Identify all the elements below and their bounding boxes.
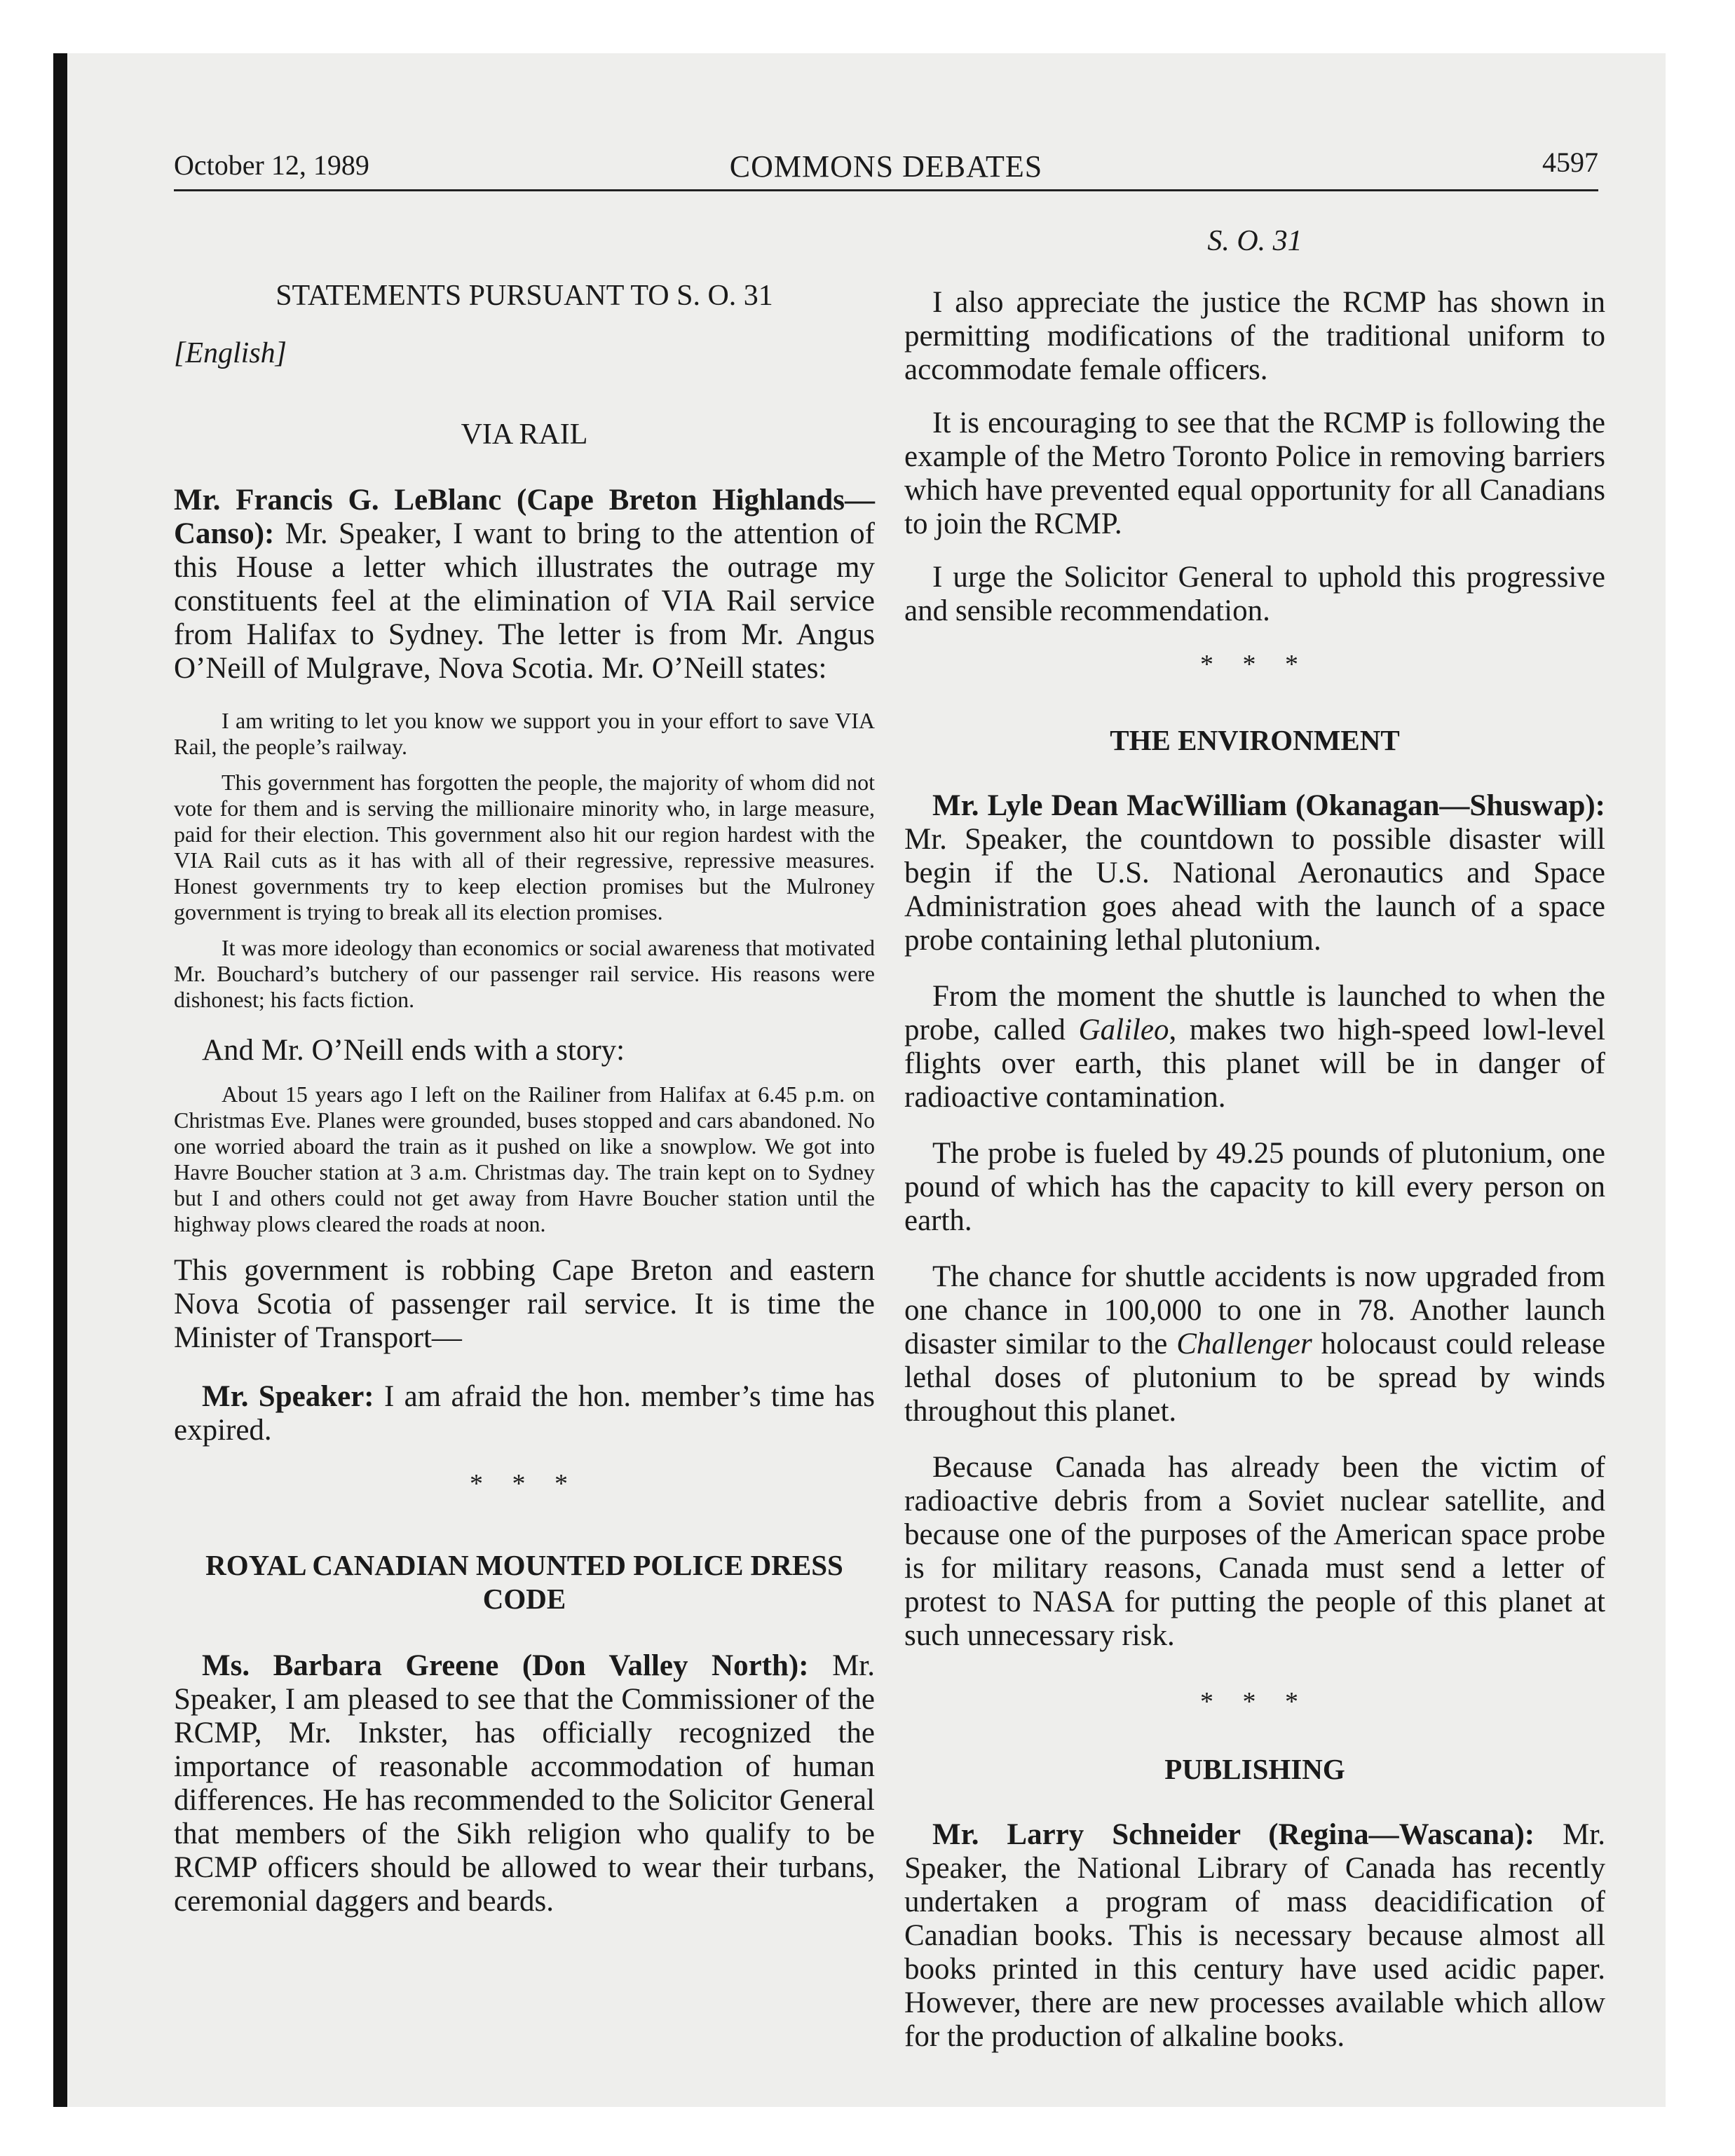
language-tag: [English] — [174, 337, 287, 369]
running-head: S. O. 31 — [1207, 225, 1302, 257]
environment-heading: THE ENVIRONMENT — [1110, 724, 1400, 756]
environment-paragraph — [904, 980, 1605, 1114]
speaker-macwilliam: Mr. Lyle Dean MacWilliam (Okanagan—Shuswap): — [932, 789, 1605, 822]
rcmp-continued-paragraph: I also appreciate the justice the RCMP has shown in permitting modifications of the traditional uniform to accommodate female officers. — [904, 286, 1605, 386]
via-rail-intro-text: Mr. Speaker, I want to bring to the attention of this House a letter which illustrates the outrage my constituents feel at the elimination of VIA Rail service from Halifax to Sydney. The letter is from Mr. Angus O’Neill of Mulgrave, Nova Scotia. Mr. O’Neill states: — [174, 517, 875, 685]
environment-paragraph: The probe is fueled by 49.25 pounds of plutonium, one pound of which has the capacity to kill every person on earth. — [904, 1137, 1605, 1237]
rcmp-heading: ROYAL CANADIAN MOUNTED POLICE DRESS CODE — [205, 1549, 843, 1615]
environment-paragraph: Because Canada has already been the victim of radioactive debris from a Soviet nuclear satellite, and because one of the purposes of the American space probe is for military reasons, Canada must send a letter of protest to NASA for putting the people of this planet at such unnecessary risk. — [904, 1451, 1605, 1652]
speaker-label: Mr. Speaker: — [202, 1380, 374, 1413]
text-span: The chance for shuttle accidents is now upgraded from one chance in 100,000 to one in 78. Another launch disaster similar to the — [904, 1260, 1605, 1360]
publishing-heading: PUBLISHING — [1164, 1753, 1345, 1785]
publishing-statement — [904, 1818, 1605, 2054]
rcmp-statement — [174, 1649, 875, 1918]
quote-paragraph: I am writing to let you know we support you in your effort to save VIA Rail, the people’s railway. — [174, 708, 875, 759]
speaker-leblanc: Mr. Francis G. LeBlanc (Cape Breton Highlands—Canso): — [174, 484, 875, 550]
text-span: holocaust could release lethal doses of plutonium to be spread by winds throughout this planet. — [904, 1328, 1605, 1428]
right-column — [904, 210, 1605, 2054]
header-title: COMMONS DEBATES — [729, 149, 1043, 184]
left-column — [174, 210, 875, 1918]
section-separator: * * * — [470, 1469, 579, 1499]
header-date: October 12, 1989 — [174, 149, 369, 181]
section-title: STATEMENTS PURSUANT TO S. O. 31 — [275, 280, 773, 312]
speaker-greene: Ms. Barbara Greene (Don Valley North): — [202, 1649, 809, 1682]
speaker-reply — [174, 1380, 875, 1447]
story-intro: And Mr. O’Neill ends with a story: — [202, 1034, 625, 1067]
quote-paragraph: About 15 years ago I left on the Railiner from Halifax at 6.45 p.m. on Christmas Eve. Planes were grounded, buses stopped and cars abandoned. No one worried aboard the train as it pushed on like a snowplow. We got into Havre Boucher station at 3 a.m. Christmas day. The train kept on to Sydney but I and others could not get away from Havre Boucher station until the highway plows cleared the roads at noon. — [174, 1082, 875, 1236]
speaker-reply-text: I am afraid the hon. member’s time has expired. — [174, 1380, 876, 1447]
page-header — [174, 140, 1598, 191]
shuttle-name: Challenger — [1176, 1328, 1312, 1360]
rcmp-statement-text: Mr. Speaker, I am pleased to see that the Commissioner of the RCMP, Mr. Inkster, has officially recognized the importance of reasonable accommodation of human differences. He has recommended to the Solicitor General that members of the Sikh religion who qualify to be RCMP officers should be allowed to wear their turbans, ceremonial daggers and beards. — [174, 1649, 875, 1918]
environment-intro — [904, 789, 1605, 957]
text-span: From the moment the shuttle is launched to when the probe, called — [904, 980, 1605, 1046]
rcmp-continued-paragraph: It is encouraging to see that the RCMP is following the example of the Metro Toronto Police in removing barriers which have prevented equal opportunity for all Canadians to join the RCMP. — [904, 407, 1605, 540]
text-span: , makes two high-speed lowl-level flights over earth, this planet will be in danger of radioactive contamination. — [904, 1014, 1605, 1114]
via-rail-closing: This government is robbing Cape Breton and eastern Nova Scotia of passenger rail service. It is time the Minister of Transport— — [174, 1254, 875, 1354]
probe-name: Galileo — [1078, 1014, 1169, 1046]
environment-intro-text: Mr. Speaker, the countdown to possible disaster will begin if the U.S. National Aeronautics and Space Administration goes ahead with the launch of a space probe containing lethal plutonium. — [904, 823, 1605, 957]
quote-paragraph: This government has forgotten the people, the majority of whom did not vote for them and is serving the millionaire minority who, in large measure, paid for their election. This government also hit our region hardest with the VIA Rail cuts as it has with all of their regressive, repressive measures. Honest governments try to keep election promises but the Mulroney government is trying to break all its election promises. — [174, 770, 875, 925]
scan-edge-bar — [53, 53, 67, 2107]
via-rail-intro — [174, 484, 875, 685]
section-separator: * * * — [1200, 650, 1309, 679]
environment-paragraph — [904, 1260, 1605, 1428]
section-separator: * * * — [1200, 1687, 1309, 1717]
via-rail-heading: VIA RAIL — [461, 418, 588, 451]
publishing-statement-text: Mr. Speaker, the National Library of Canada has recently undertaken a program of mass deacidification of Canadian books. This is necessary because almost all books printed in this century have used acidic paper. However, there are new processes available which allow for the production of alkaline books. — [904, 1818, 1605, 2053]
rcmp-continued-paragraph: I urge the Solicitor General to uphold this progressive and sensible recommendation. — [904, 561, 1605, 627]
speaker-schneider: Mr. Larry Schneider (Regina—Wascana): — [932, 1818, 1535, 1851]
quote-paragraph: It was more ideology than economics or social awareness that motivated Mr. Bouchard’s butchery of our passenger rail service. His reasons were dishonest; his facts fiction. — [174, 935, 875, 1012]
header-page-number: 4597 — [1542, 146, 1598, 178]
